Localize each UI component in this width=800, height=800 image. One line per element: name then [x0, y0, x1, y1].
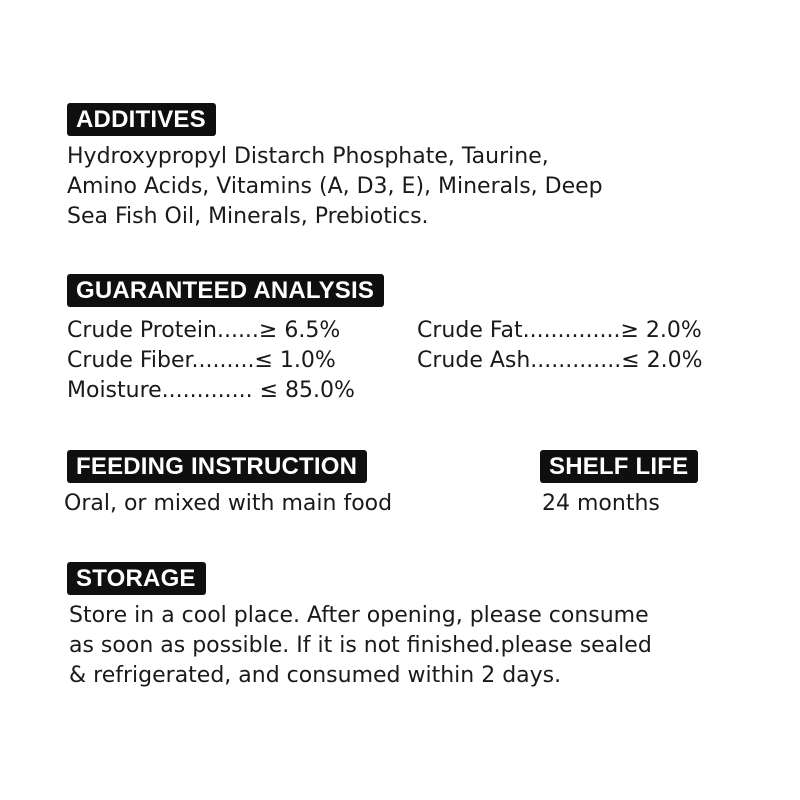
storage-line-1: Store in a cool place. After opening, please consume — [69, 603, 649, 628]
storage-line-3: & refrigerated, and consumed within 2 days. — [69, 663, 562, 688]
analysis-label: Crude Protein...... — [67, 318, 259, 343]
analysis-label: Crude Fiber......... — [67, 348, 255, 373]
additives-heading: ADDITIVES — [67, 103, 216, 136]
additives-line-2: Amino Acids, Vitamins (A, D3, E), Minerals, Deep — [67, 174, 603, 199]
analysis-label: Moisture............. — [67, 378, 253, 403]
feeding-instruction-text: Oral, or mixed with main food — [64, 491, 393, 516]
additives-line-1: Hydroxypropyl Distarch Phosphate, Taurine, — [67, 144, 549, 169]
analysis-crude-fiber — [67, 346, 336, 376]
guaranteed-analysis-heading: GUARANTEED ANALYSIS — [67, 274, 384, 307]
analysis-value: ≥ 2.0% — [620, 318, 702, 343]
analysis-crude-ash — [417, 346, 703, 376]
additives-line-3: Sea Fish Oil, Minerals, Prebiotics. — [67, 204, 429, 229]
storage-heading: STORAGE — [67, 562, 206, 595]
analysis-value: ≤ 85.0% — [252, 378, 355, 403]
storage-line-2: as soon as possible. If it is not finished.please sealed — [69, 633, 652, 658]
analysis-label: Crude Ash............. — [417, 348, 622, 373]
feeding-instruction-heading: FEEDING INSTRUCTION — [67, 450, 367, 483]
shelf-life-text: 24 months — [542, 491, 660, 516]
analysis-crude-protein — [67, 316, 340, 346]
analysis-value: ≤ 1.0% — [254, 348, 336, 373]
analysis-value: ≥ 6.5% — [258, 318, 341, 343]
analysis-value: ≤ 2.0% — [621, 348, 703, 373]
analysis-crude-fat — [417, 316, 702, 346]
shelf-life-heading: SHELF LIFE — [540, 450, 698, 483]
analysis-label: Crude Fat.............. — [417, 318, 621, 343]
analysis-moisture — [67, 376, 355, 406]
